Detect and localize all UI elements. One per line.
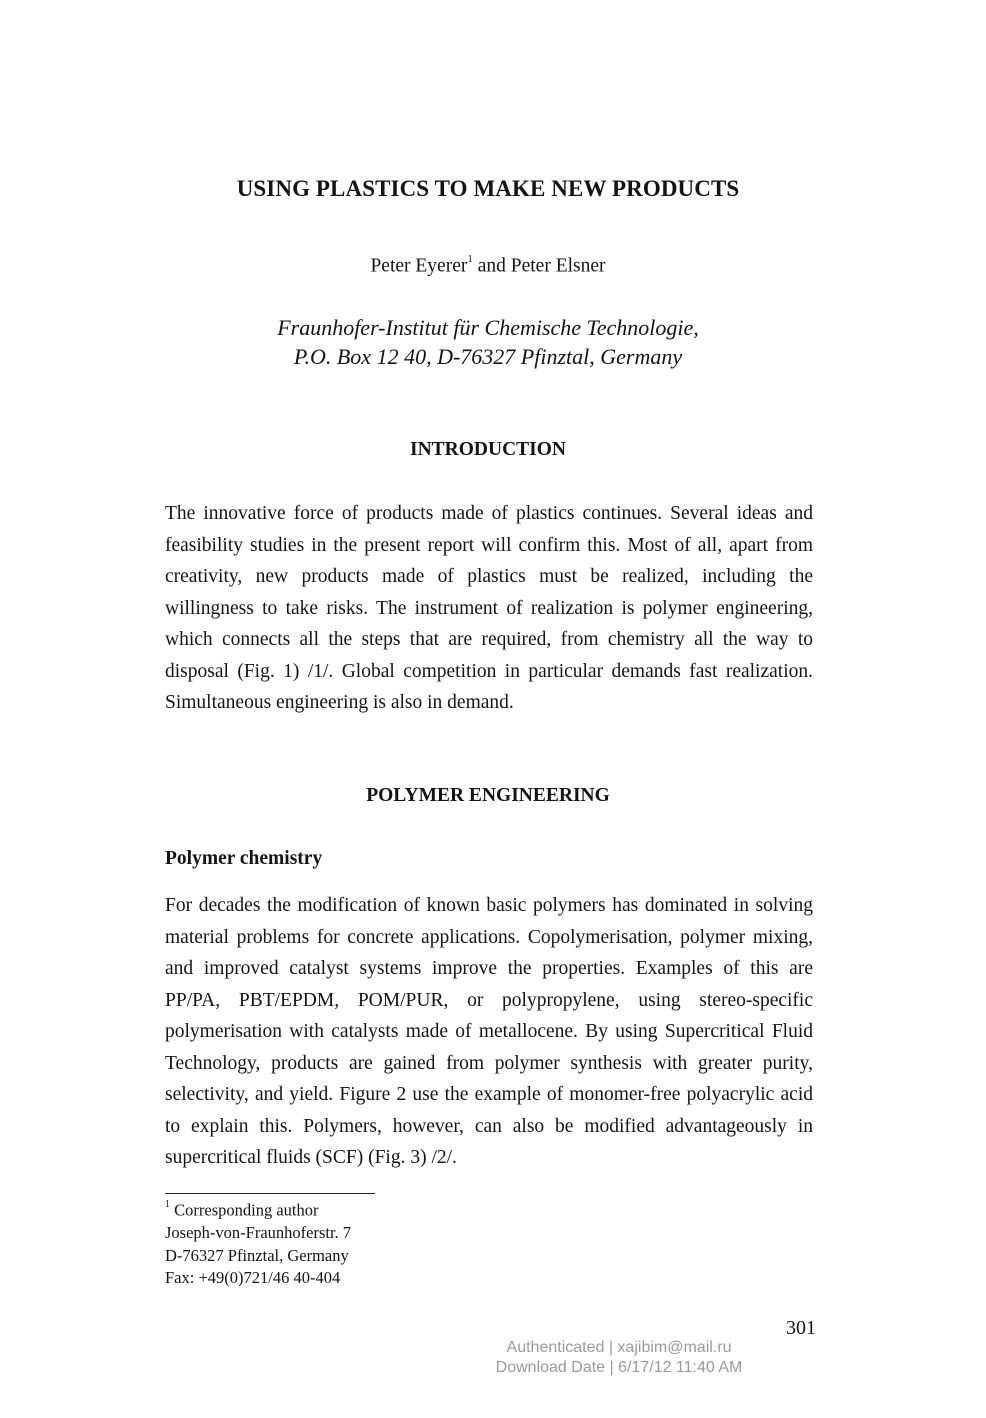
page-number: 301: [786, 1317, 816, 1339]
polymer-chemistry-subheading: Polymer chemistry: [165, 848, 323, 869]
watermark-download-date: Download Date | 6/17/12 11:40 AM: [495, 1359, 743, 1376]
introduction-heading: INTRODUCTION: [409, 439, 567, 460]
footnote-line-1: [165, 1196, 351, 1222]
footnote-line-3: D-76327 Pfinztal, Germany: [165, 1245, 349, 1265]
polymer-chemistry-paragraph: For decades the modification of known basic polymers has dominated in solving material problems for concrete applications. Copolymerisation, polymer mixing, and improved catalyst systems improve the properties. Examples of this are PP/PA, PBT/EPDM, POM/PUR, or polypropylene, using stereo-specific polymerisation with catalysts made of metallocene. By using Supercritical Fluid Technology, products are gained from polymer synthesis with greater purity, selectivity, and yield. Figure 2 use the example of monomer-free polyacrylic acid to explain this. Polymers, however, can also be modified advantageously in supercritical fluids (SCF) (Fig. 3) /2/.: [165, 895, 813, 1168]
author-line: [0, 255, 976, 278]
author-1-footnote-mark: 1: [467, 253, 473, 265]
author-connector: and: [472, 255, 511, 277]
footnote-line-1-text: Corresponding author: [170, 1200, 319, 1220]
footnote-line-4: Fax: +49(0)721/46 40-404: [165, 1268, 341, 1287]
author-1-name: Peter Eyerer: [370, 255, 468, 277]
footnote-divider: [165, 1193, 375, 1194]
affiliation-line-2: P.O. Box 12 40, D-76327 Pfinztal, Germany: [293, 344, 683, 369]
polymer-engineering-heading: POLYMER ENGINEERING: [366, 785, 610, 806]
introduction-paragraph: The innovative force of products made of plastics continues. Several ideas and feasibility studies in the present report will confirm this. Most of all, apart from creativity, new products made of plastics must be realized, including the willingness to take risks. The instrument of realization is polymer engineering, which connects all the steps that are required, from chemistry all the way to disposal (Fig. 1) /1/. Global competition in particular demands fast realization. Simultaneous engineering is also in demand.: [165, 503, 813, 713]
footnote: [165, 1196, 351, 1290]
watermark-authenticated: Authenticated | xajibim@mail.ru: [506, 1339, 732, 1356]
footnote-mark: 1: [165, 1199, 170, 1210]
paper-title: USING PLASTICS TO MAKE NEW PRODUCTS: [236, 176, 740, 201]
affiliation-line-1: Fraunhofer-Institut für Chemische Technologie,: [277, 315, 699, 340]
author-2-name: Peter Elsner: [510, 255, 606, 277]
footnote-line-2: Joseph-von-Fraunhoferstr. 7: [165, 1223, 352, 1242]
